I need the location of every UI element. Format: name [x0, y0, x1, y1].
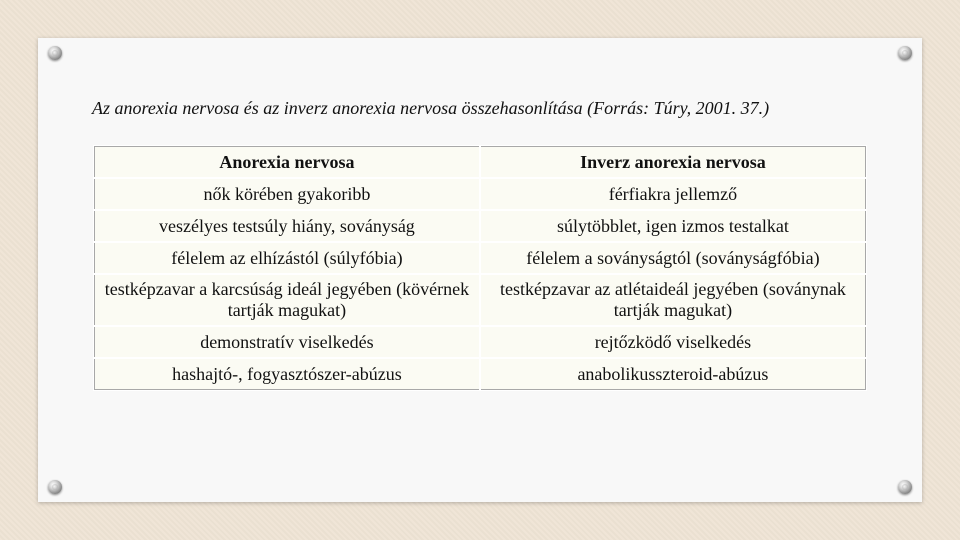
- table-cell: súlytöbblet, igen izmos testalkat: [480, 210, 866, 242]
- table-row: [94, 326, 866, 358]
- pushpin-icon: [898, 46, 912, 60]
- table-header-row: [94, 146, 866, 178]
- table-cell: félelem az elhízástól (súlyfóbia): [94, 242, 480, 274]
- table-row: [94, 274, 866, 326]
- table-cell: félelem a soványságtól (soványságfóbia): [480, 242, 866, 274]
- table-cell: testképzavar az atlétaideál jegyében (soványnak tartják magukat): [480, 274, 866, 326]
- comparison-table: [93, 145, 867, 391]
- table-cell: hashajtó-, fogyasztószer-abúzus: [94, 358, 480, 390]
- table-row: [94, 210, 866, 242]
- table-cell: testképzavar a karcsúság ideál jegyében (kövérnek tartják magukat): [94, 274, 480, 326]
- table-cell: férfiakra jellemző: [480, 178, 866, 210]
- pushpin-icon: [898, 480, 912, 494]
- table-cell: nők körében gyakoribb: [94, 178, 480, 210]
- slide-card: [38, 38, 922, 502]
- table-cell: anabolikusszteroid-abúzus: [480, 358, 866, 390]
- table-row: [94, 242, 866, 274]
- header-inverse-anorexia: Inverz anorexia nervosa: [480, 146, 866, 178]
- table-cell: veszélyes testsúly hiány, soványság: [94, 210, 480, 242]
- table-cell: rejtőzködő viselkedés: [480, 326, 866, 358]
- table-row: [94, 358, 866, 390]
- table-cell: demonstratív viselkedés: [94, 326, 480, 358]
- table-row: [94, 178, 866, 210]
- pushpin-icon: [48, 46, 62, 60]
- table-caption: Az anorexia nervosa és az inverz anorexia nervosa összehasonlítása (Forrás: Túry, 2001. 37.): [92, 98, 770, 118]
- pushpin-icon: [48, 480, 62, 494]
- header-anorexia: Anorexia nervosa: [94, 146, 480, 178]
